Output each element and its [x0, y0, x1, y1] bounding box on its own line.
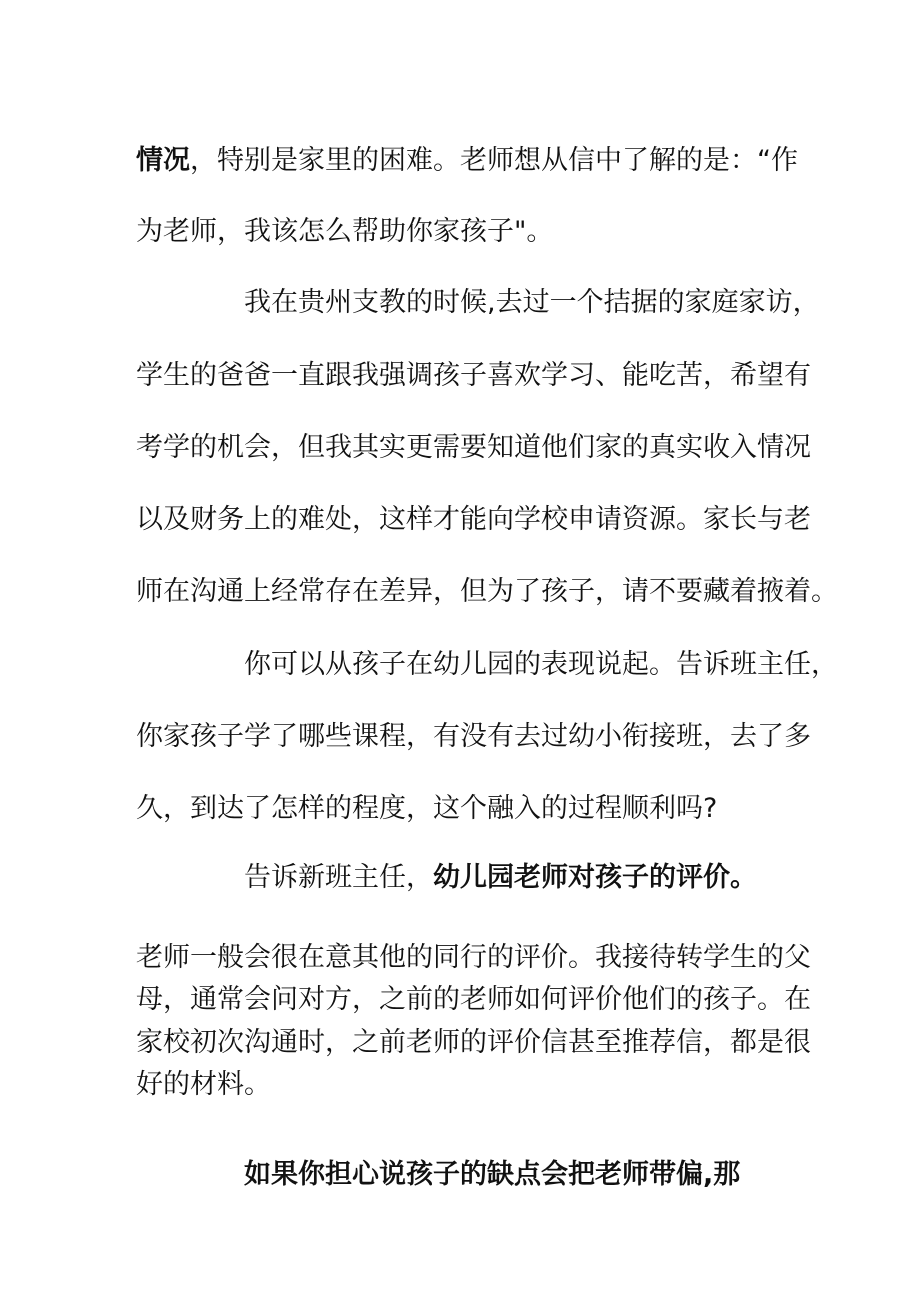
bold-text: 幼儿园老师对孩子的评价。	[433, 862, 757, 893]
paragraph-2-line-5: 师在沟通上经常存在差异，但为了孩子，请不要藏着掖着。	[136, 576, 838, 607]
paragraph-5-line-4: 好的材料。	[136, 1069, 271, 1100]
bold-text: 情况	[136, 145, 190, 176]
paragraph-2-line-2: 学生的爸爸一直跟我强调孩子喜欢学习、能吃苦，希望有	[136, 360, 811, 391]
paragraph-2-line-3: 考学的机会，但我其实更需要知道他们家的真实收入情况	[136, 432, 811, 463]
paragraph-1-line-2: 为老师，我该怎么帮助你家孩子"。	[136, 216, 554, 247]
paragraph-3-line-3: 久，到达了怎样的程度，这个融入的过程顺利吗?	[136, 793, 718, 824]
paragraph-3-line-2: 你家孩子学了哪些课程，有没有去过幼小衔接班，去了多	[136, 721, 811, 752]
body-text: 告诉新班主任，	[244, 862, 433, 893]
paragraph-2-line-4: 以及财务上的难处，这样才能向学校申请资源。家长与老	[136, 504, 811, 535]
paragraph-4	[244, 861, 904, 895]
paragraph-5-line-2: 母，通常会问对方，之前的老师如何评价他们的孩子。在	[136, 984, 811, 1015]
paragraph-1-line-1	[136, 144, 796, 178]
paragraph-6-heading: 如果你担心说孩子的缺点会把老师带偏,那	[244, 1159, 741, 1190]
paragraph-5-line-3: 家校初次沟通时，之前老师的评价信甚至推荐信，都是很	[136, 1027, 811, 1058]
paragraph-5-line-1: 老师一般会很在意其他的同行的评价。我接待转学生的父	[136, 942, 811, 973]
paragraph-3-line-1: 你可以从孩子在幼儿园的表现说起。告诉班主任，	[244, 649, 838, 680]
paragraph-2-line-1: 我在贵州支教的时候,去过一个拮据的家庭家访，	[244, 287, 820, 318]
body-text: ，特别是家里的困难。老师想从信中了解的是：“作	[190, 145, 798, 176]
